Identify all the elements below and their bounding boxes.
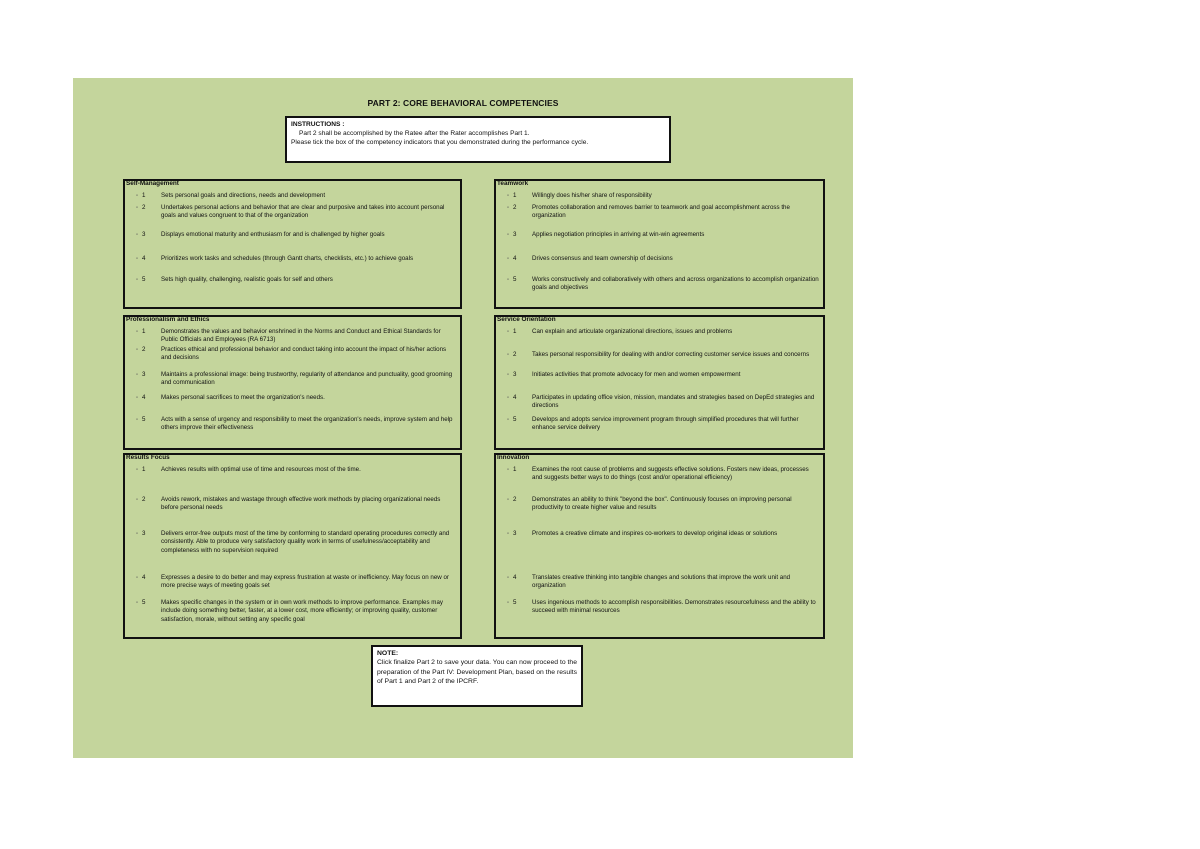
checkbox-icon[interactable]: ▫ [136, 232, 138, 238]
competency-title: Professionalism and Ethics [126, 316, 210, 323]
instructions-box [285, 116, 671, 163]
competency-title: Results Focus [126, 454, 170, 461]
indicator-number: 2 [513, 351, 517, 358]
checkbox-icon[interactable]: ▫ [136, 256, 138, 262]
indicator-number: 5 [513, 599, 517, 606]
checkbox-icon[interactable]: ▫ [507, 205, 509, 211]
indicator-number: 4 [142, 574, 146, 581]
indicator-number: 5 [513, 416, 517, 423]
indicator-text: Works constructively and collaboratively with others and across organizations to accomplish organization goals and objectives [532, 276, 819, 292]
checkbox-icon[interactable]: ▫ [136, 193, 138, 199]
indicator-text: Maintains a professional image: being trustworthy, regularity of attendance and punctuality, good grooming and communication [161, 371, 453, 387]
competency-title: Teamwork [497, 180, 529, 187]
indicator-text: Drives consensus and team ownership of decisions [532, 255, 673, 262]
indicator-number: 4 [142, 394, 146, 401]
page-title: PART 2: CORE BEHAVIORAL COMPETENCIES [367, 98, 559, 108]
indicator-text: Achieves results with optimal use of time and resources most of the time. [161, 466, 361, 473]
checkbox-icon[interactable]: ▫ [136, 531, 138, 537]
indicator-text: Practices ethical and professional behavior and conduct taking into account the impact of his/her actions and decisions [161, 346, 447, 362]
checkbox-icon[interactable]: ▫ [507, 277, 509, 283]
competency-box [494, 453, 825, 639]
indicator-text: Can explain and articulate organizational directions, issues and problems [532, 328, 733, 335]
indicator-text: Sets high quality, challenging, realistic goals for self and others [161, 276, 333, 283]
indicator-number: 3 [513, 231, 517, 238]
checkbox-icon[interactable]: ▫ [136, 467, 138, 473]
competency-box [123, 315, 462, 450]
checkbox-icon[interactable]: ▫ [136, 277, 138, 283]
checkbox-icon[interactable]: ▫ [507, 467, 509, 473]
instructions-line-1: Part 2 shall be accomplished by the Ratee after the Rater accomplishes Part 1. [299, 130, 530, 137]
indicator-number: 2 [142, 496, 146, 503]
checkbox-icon[interactable]: ▫ [136, 395, 138, 401]
indicator-text: Examines the root cause of problems and suggests effective solutions. Fosters new ideas, processes and suggests better ways to do things (cost and/or operational efficiency) [532, 466, 809, 482]
indicator-text: Demonstrates an ability to think "beyond the box". Continuously focuses on improving personal productivity to create higher value and results [532, 496, 792, 512]
competency-box [494, 179, 825, 309]
checkbox-icon[interactable]: ▫ [507, 372, 509, 378]
checkbox-icon[interactable]: ▫ [136, 347, 138, 353]
indicator-number: 1 [142, 466, 146, 473]
checkbox-icon[interactable]: ▫ [507, 497, 509, 503]
indicator-text: Undertakes personal actions and behavior that are clear and purposive and takes into account personal goals and values congruent to that of the organization [161, 204, 445, 220]
indicator-text: Expresses a desire to do better and may express frustration at waste or inefficiency. May focus on new or more precise ways of meeting goals set [161, 574, 449, 590]
indicator-text: Develops and adopts service improvement program through simplified procedures that will further enhance service delivery [532, 416, 799, 432]
indicator-text: Sets personal goals and directions, needs and development [161, 192, 326, 199]
indicator-text: Displays emotional maturity and enthusiasm for and is challenged by higher goals [161, 231, 385, 238]
indicator-text: Promotes collaboration and removes barrier to teamwork and goal accomplishment across the organization [532, 204, 790, 220]
indicator-number: 5 [142, 416, 146, 423]
indicator-number: 1 [513, 328, 517, 335]
indicator-text: Delivers error-free outputs most of the time by conforming to standard operating procedures correctly and consistently. Able to produce very satisfactory quality work in terms of usefulness/acceptability and completeness with no supervision required [161, 530, 450, 554]
indicator-text: Makes specific changes in the system or in own work methods to improve performance. Examples may include doing something better, faster, at a lower cost, more efficiently; or improving quality, customer satisfaction, morale, without setting any specific goal [161, 599, 443, 623]
checkbox-icon[interactable]: ▫ [136, 417, 138, 423]
instructions-heading: INSTRUCTIONS : [291, 121, 345, 128]
indicator-text: Prioritizes work tasks and schedules (through Gantt charts, checklists, etc.) to achieve goals [161, 255, 414, 262]
checkbox-icon[interactable]: ▫ [136, 575, 138, 581]
competency-title: Self-Management [126, 180, 179, 187]
checkbox-icon[interactable]: ▫ [507, 256, 509, 262]
note-heading: NOTE: [377, 650, 399, 657]
checkbox-icon[interactable]: ▫ [507, 193, 509, 199]
competency-title: Service Orientation [497, 316, 556, 323]
competency-box [494, 315, 825, 450]
checkbox-icon[interactable]: ▫ [507, 395, 509, 401]
indicator-number: 4 [513, 574, 517, 581]
indicator-text: Initiates activities that promote advocacy for men and women empowerment [532, 371, 741, 378]
indicator-number: 1 [513, 192, 517, 199]
note-body: Click finalize Part 2 to save your data. You can now proceed to the preparation of the Part IV: Development Plan, based on the results of Part 1 and Part 2 of the IPCRF. [377, 659, 577, 686]
worksheet [73, 78, 853, 758]
indicator-text: Acts with a sense of urgency and responsibility to meet the organization's needs, improve system and help others improve their effectiveness [161, 416, 453, 432]
checkbox-icon[interactable]: ▫ [507, 352, 509, 358]
indicator-number: 4 [513, 394, 517, 401]
checkbox-icon[interactable]: ▫ [136, 329, 138, 335]
indicator-number: 5 [513, 276, 517, 283]
checkbox-icon[interactable]: ▫ [507, 575, 509, 581]
indicator-number: 2 [142, 346, 146, 353]
checkbox-icon[interactable]: ▫ [136, 497, 138, 503]
competency-box [123, 179, 462, 309]
indicator-number: 3 [513, 530, 517, 537]
competency-title: Innovation [497, 454, 530, 461]
indicator-number: 4 [142, 255, 146, 262]
indicator-number: 1 [142, 328, 146, 335]
checkbox-icon[interactable]: ▫ [136, 372, 138, 378]
indicator-number: 2 [513, 204, 517, 211]
checkbox-icon[interactable]: ▫ [507, 232, 509, 238]
indicator-number: 2 [142, 204, 146, 211]
indicator-number: 1 [142, 192, 146, 199]
checkbox-icon[interactable]: ▫ [507, 600, 509, 606]
note-box [371, 645, 583, 707]
indicator-number: 3 [142, 530, 146, 537]
indicator-text: Demonstrates the values and behavior enshrined in the Norms and Conduct and Ethical Standards for Public Officials and Employees (RA 6713) [161, 328, 441, 344]
indicator-text: Takes personal responsibility for dealing with and/or correcting customer service issues and concerns [532, 351, 810, 358]
indicator-number: 3 [513, 371, 517, 378]
checkbox-icon[interactable]: ▫ [136, 205, 138, 211]
checkbox-icon[interactable]: ▫ [507, 531, 509, 537]
indicator-number: 1 [513, 466, 517, 473]
indicator-number: 5 [142, 599, 146, 606]
indicator-text: Makes personal sacrifices to meet the organization's needs. [161, 394, 325, 401]
indicator-number: 3 [142, 231, 146, 238]
indicator-number: 5 [142, 276, 146, 283]
indicator-text: Translates creative thinking into tangible changes and solutions that improve the work unit and organization [532, 574, 791, 590]
indicator-number: 4 [513, 255, 517, 262]
checkbox-icon[interactable]: ▫ [507, 417, 509, 423]
checkbox-icon[interactable]: ▫ [507, 329, 509, 335]
indicator-number: 3 [142, 371, 146, 378]
indicator-text: Willingly does his/her share of responsibility [532, 192, 652, 199]
indicator-text: Promotes a creative climate and inspires co-workers to develop original ideas or solutions [532, 530, 778, 537]
instructions-line-2: Please tick the box of the competency indicators that you demonstrated during the performance cycle. [291, 139, 589, 146]
indicator-number: 2 [513, 496, 517, 503]
indicator-text: Participates in updating office vision, mission, mandates and strategies based on DepEd strategies and directions [532, 394, 815, 410]
indicator-text: Uses ingenious methods to accomplish responsibilities. Demonstrates resourcefulness and the ability to succeed with minimal resources [532, 599, 816, 615]
competency-box [123, 453, 462, 639]
indicator-text: Avoids rework, mistakes and wastage through effective work methods by placing organizational needs before personal needs [161, 496, 441, 512]
checkbox-icon[interactable]: ▫ [136, 600, 138, 606]
indicator-text: Applies negotiation principles in arriving at win-win agreements [532, 231, 705, 238]
